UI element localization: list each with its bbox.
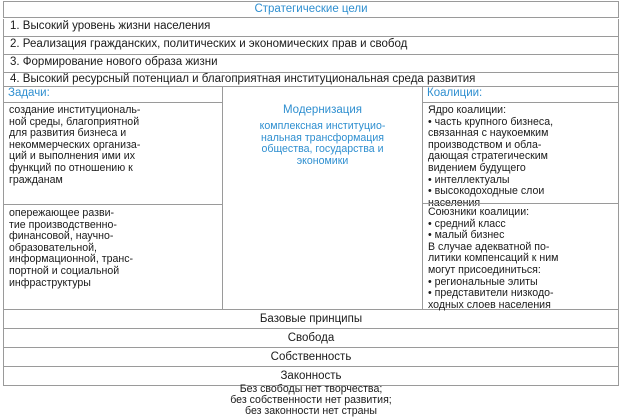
middle-grid — [3, 86, 619, 310]
coalition-allies: Союзники коалиции: • средний класс • малый бизнес В случае адекватной по- литики компенсаций к ним могут присоединиться: • региональные элиты • представители низкодо- ходных слоев населения — [428, 206, 559, 311]
principle-freedom: Свобода — [3, 329, 619, 348]
modernization-title: Модернизация — [282, 104, 363, 116]
goal-item-3: 3. Формирование нового образа жизни — [3, 55, 619, 73]
task-item-1: создание институциональ- ной среды, благоприятной для развития бизнеса и некоммерческих организа- ций и выполнения ими их функций по отношению к гражданам — [9, 104, 141, 186]
coalitions-title: Коалиции: — [423, 86, 618, 103]
coalitions-divider — [423, 203, 618, 204]
goal-item-1: 1. Высокий уровень жизни населения — [3, 19, 619, 37]
motto: Без свободы нет творчества; без собственности нет развития; без законности нет страны — [230, 383, 392, 417]
principle-legality: Законность — [3, 367, 619, 386]
coalition-core: Ядро коалиции: • часть крупного бизнеса, связанная с наукоемким производством и обла- дающая стратегическим видением будущего • интеллектуалы • высокодоходные слои населения — [428, 104, 554, 209]
goal-item-4: 4. Высокий ресурсный потенциал и благоприятная институциональная среда развития — [3, 73, 619, 87]
coalitions-column — [423, 86, 618, 309]
modernization-column — [223, 86, 423, 309]
goal-item-2: 2. Реализация гражданских, политических и экономических прав и свобод — [3, 37, 619, 55]
principle-property: Собственность — [3, 348, 619, 367]
principles-title: Базовые принципы — [3, 310, 619, 329]
tasks-column — [4, 86, 223, 309]
strategic-goals-title: Стратегические цели — [3, 1, 619, 18]
task-item-2: опережающее разви- тие производственно- финансовой, научно- образовательной, информационной, транс- портной и социальной инфраструктуры — [9, 207, 134, 289]
tasks-divider — [4, 204, 222, 205]
modernization-text: комплексная институцио- нальная трансформация общества, государства и экономики — [259, 120, 386, 167]
tasks-title: Задачи: — [4, 86, 222, 103]
